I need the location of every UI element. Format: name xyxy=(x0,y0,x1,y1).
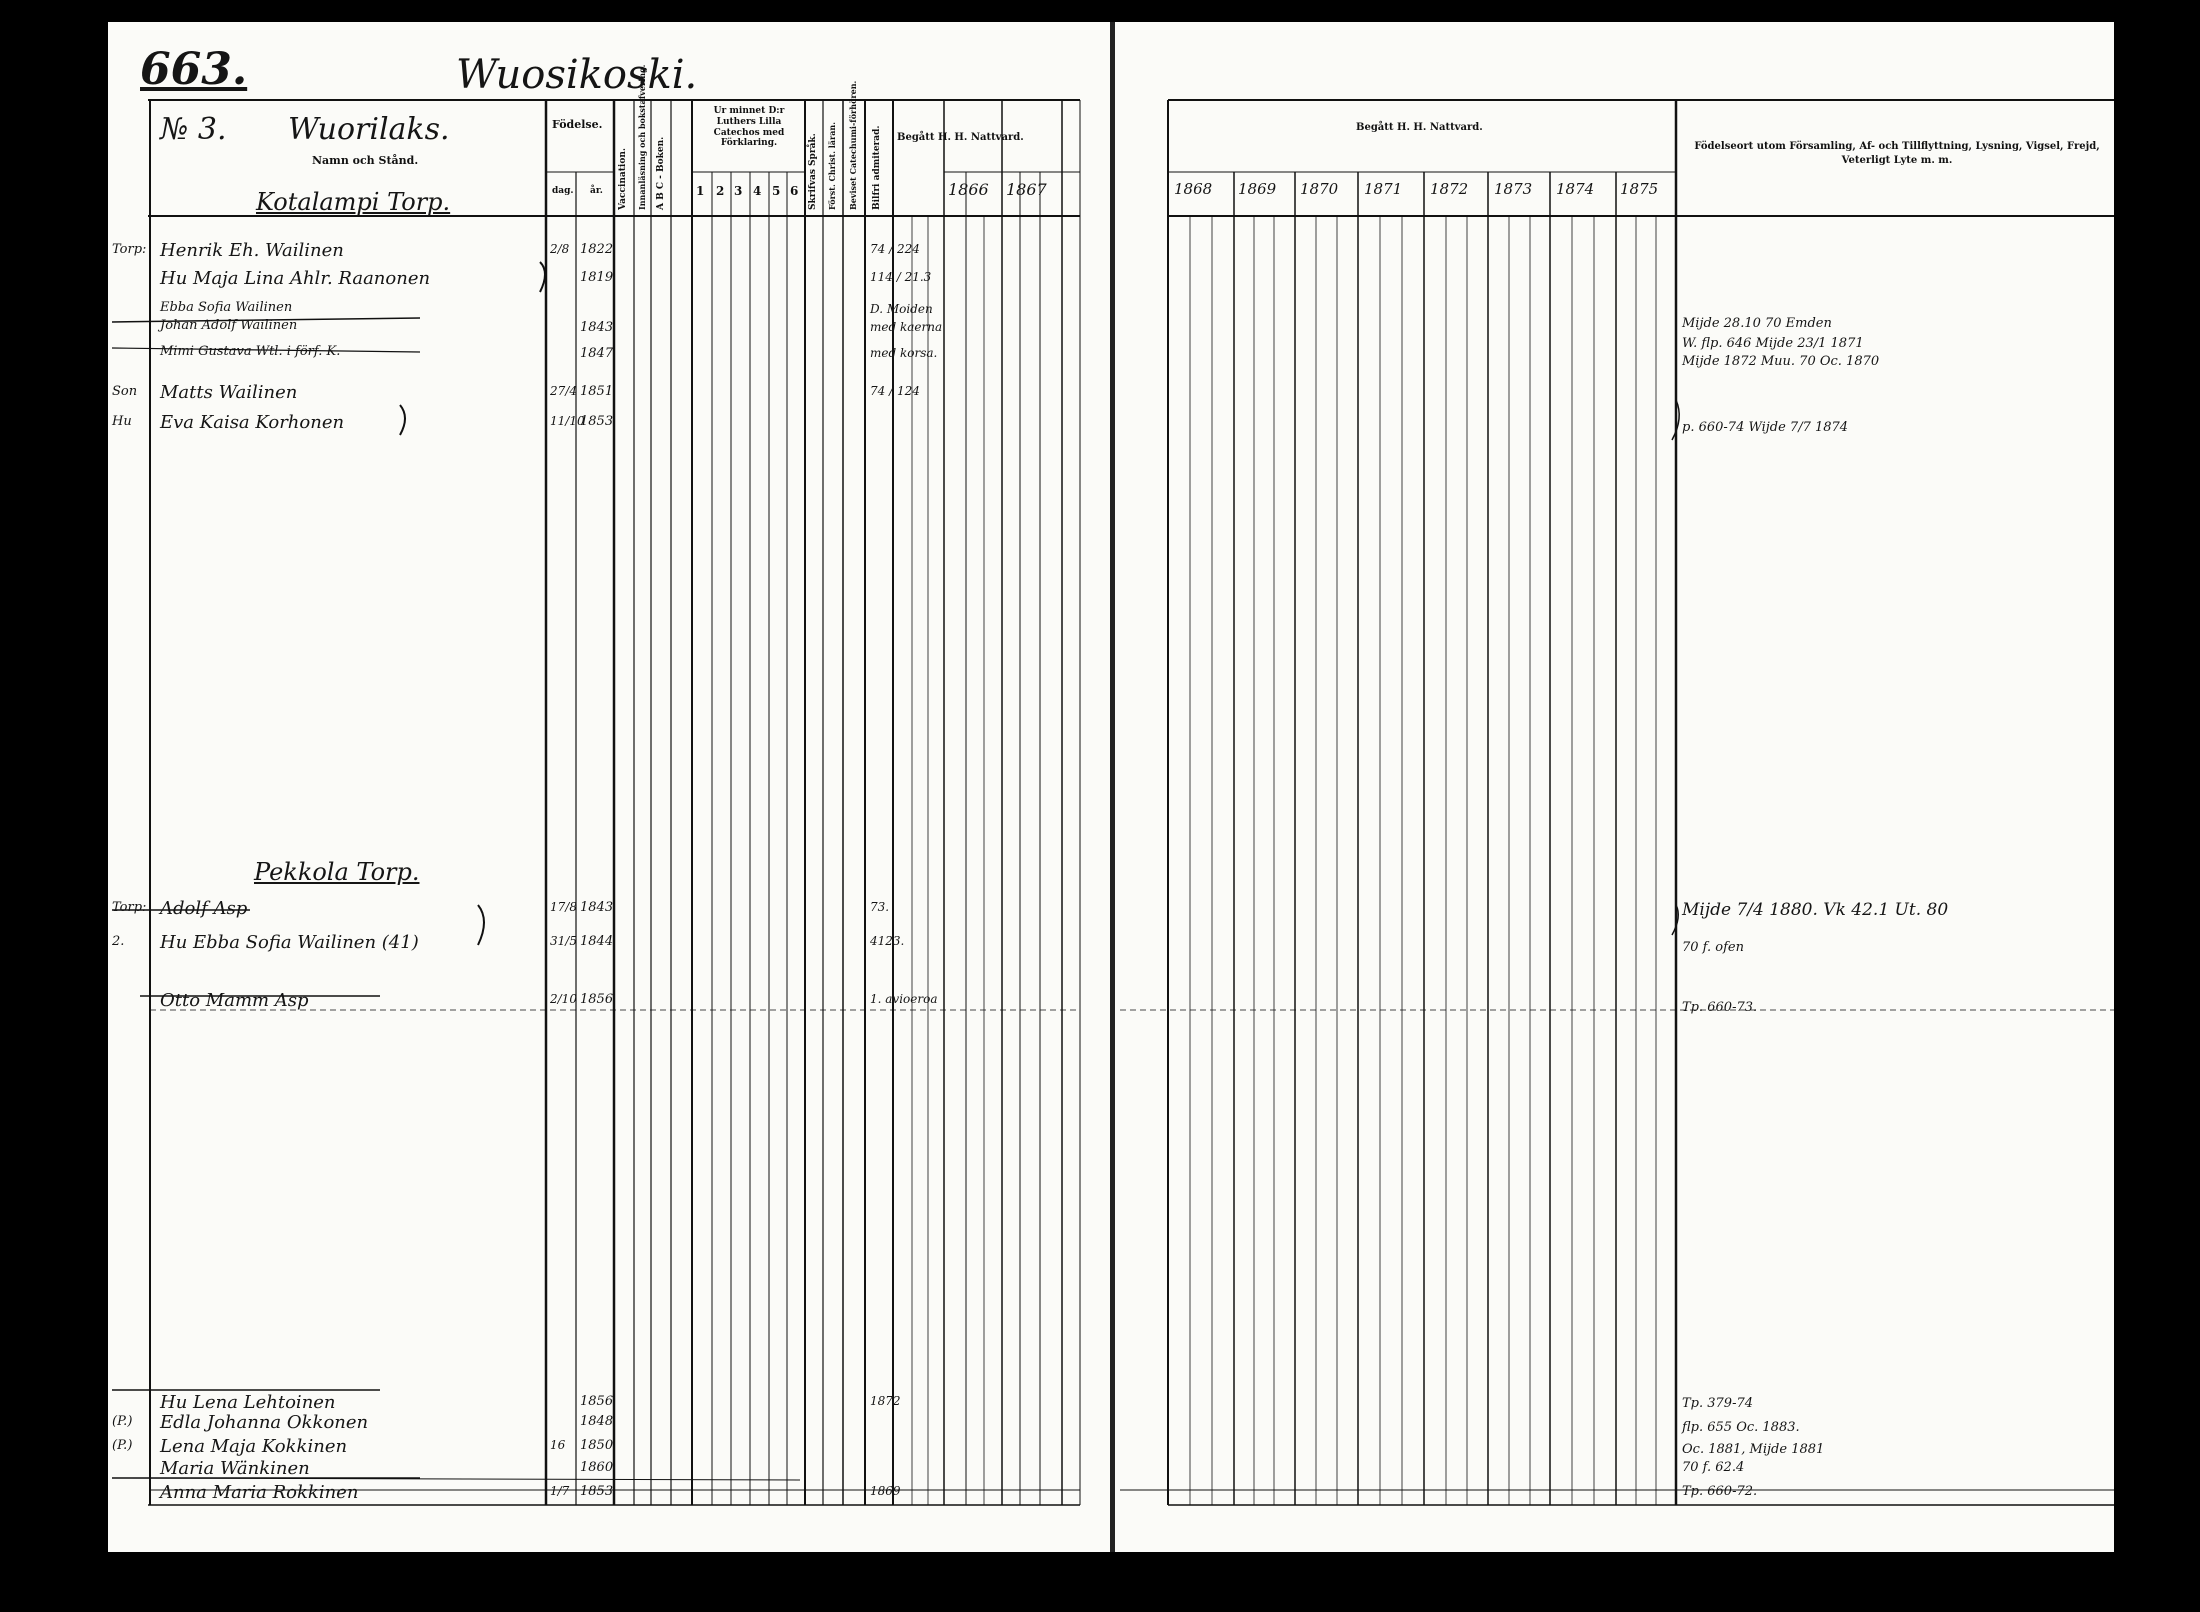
entry-birth-day: 16 xyxy=(550,1438,566,1452)
innanlasning-label: Innanläsning och bokstafvering. xyxy=(637,64,647,210)
year-1869: 1869 xyxy=(1238,180,1277,198)
vaccination-label: Vaccination. xyxy=(618,148,628,210)
entry-birth-day: 11/10 xyxy=(550,414,585,428)
entry-birth-day: 2/10 xyxy=(550,992,577,1006)
entry-role: (P.) xyxy=(112,1414,133,1429)
catechism-part-3: 3 xyxy=(734,184,743,198)
entry-notes: 1869 xyxy=(870,1484,901,1498)
entry-birth-day: 17/8 xyxy=(550,900,577,914)
entry-birth-year: 1819 xyxy=(580,270,614,285)
fodelse-label: Födelse. xyxy=(552,118,603,131)
year-1873: 1873 xyxy=(1494,180,1533,198)
entry-notes: 4123. xyxy=(870,934,905,948)
year-1870: 1870 xyxy=(1300,180,1339,198)
entry-birth-year: 1848 xyxy=(580,1414,614,1429)
entry-birth-year: 1843 xyxy=(580,900,614,915)
remark-line: Mijde 1872 Muu. 70 Oc. 1870 xyxy=(1682,354,1880,369)
entry-birth-year: 1853 xyxy=(580,1484,614,1499)
right-communion-label: Begått H. H. Nattvard. xyxy=(1356,122,1483,133)
entry-name: Hu Lena Lehtoinen xyxy=(160,1392,336,1413)
entry-role: Torp: xyxy=(112,242,147,257)
page-number: 663. xyxy=(140,44,248,95)
catechism-part-1: 1 xyxy=(696,184,705,198)
year-1872: 1872 xyxy=(1430,180,1469,198)
remark-line: 70 f. ofen xyxy=(1682,940,1744,955)
entry-birth-year: 1851 xyxy=(580,384,614,399)
entry-name: Hu Ebba Sofia Wailinen (41) xyxy=(160,932,419,953)
entry-birth-year: 1853 xyxy=(580,414,614,429)
remark-line: Mijde 7/4 1880. Vk 42.1 Ut. 80 xyxy=(1682,900,1949,920)
section-title-pekkola: Pekkola Torp. xyxy=(254,858,420,886)
entry-birth-year: 1856 xyxy=(580,992,614,1007)
forst-christ-label: Först. Christ. läran. xyxy=(827,122,837,210)
homestead-name: Wuorilaks. xyxy=(288,112,450,147)
name-column-label: Namn och Stånd. xyxy=(312,154,419,167)
year-1874: 1874 xyxy=(1556,180,1595,198)
remark-line: W. flp. 646 Mijde 23/1 1871 xyxy=(1682,336,1864,351)
remark-line: Tp. 379-74 xyxy=(1682,1396,1754,1411)
catechism-part-6: 6 xyxy=(790,184,799,198)
entry-birth-day: 31/5 xyxy=(550,934,577,948)
entry-role: 2. xyxy=(112,934,125,949)
entry-name: Mimi Gustava Wtl. i förf. K. xyxy=(160,344,341,359)
section-title-kotalampi: Kotalampi Torp. xyxy=(256,188,451,216)
remark-line: p. 660-74 Wijde 7/7 1874 xyxy=(1682,420,1849,435)
entry-name: Otto Mamm Asp xyxy=(160,990,309,1011)
entry-role: Torp: xyxy=(112,900,147,915)
entry-notes: 1. avioeroa xyxy=(870,992,938,1006)
entry-name: Eva Kaisa Korhonen xyxy=(160,412,345,433)
beviset-label: Beviset Catechumi-förhören. xyxy=(848,80,858,210)
remark-line: Oc. 1881, Mijde 1881 xyxy=(1682,1442,1825,1457)
entry-birth-year: 1860 xyxy=(580,1460,614,1475)
homestead-number: № 3. xyxy=(160,112,227,147)
ar-label: år. xyxy=(590,186,603,196)
entry-notes: 74 / 124 xyxy=(870,384,920,398)
catechism-part-5: 5 xyxy=(772,184,781,198)
entry-notes: 1872 xyxy=(870,1394,901,1408)
entry-name: Johan Adolf Wailinen xyxy=(160,318,298,333)
village-name: Wuosikoski. xyxy=(456,52,698,98)
entry-role: Hu xyxy=(112,414,132,429)
entry-birth-year: 1847 xyxy=(580,346,614,361)
remark-line: 70 f. 62.4 xyxy=(1682,1460,1745,1475)
entry-notes: 114 / 21.3 xyxy=(870,270,932,284)
entry-name: Matts Wailinen xyxy=(160,382,298,403)
remark-line: Tp. 660-72. xyxy=(1682,1484,1758,1499)
entry-notes: 73. xyxy=(870,900,890,914)
entry-name: Maria Wänkinen xyxy=(160,1458,310,1479)
abc-label: A B C - Boken. xyxy=(656,136,666,210)
entry-birth-day: 1/7 xyxy=(550,1484,570,1498)
year-1867: 1867 xyxy=(1006,180,1047,199)
left-communion-label: Begått H. H. Nattvard. xyxy=(897,132,1024,143)
entry-notes: med korsa. xyxy=(870,346,938,360)
year-1866: 1866 xyxy=(948,180,989,199)
catechism-part-4: 4 xyxy=(753,184,762,198)
entry-birth-day: 27/4 xyxy=(550,384,577,398)
entry-birth-year: 1844 xyxy=(580,934,614,949)
bilfri-label: Bilfri admiterad. xyxy=(872,125,882,210)
year-1875: 1875 xyxy=(1620,180,1659,198)
remark-line: flp. 655 Oc. 1883. xyxy=(1682,1420,1800,1435)
entry-name: Lena Maja Kokkinen xyxy=(160,1436,348,1457)
remarks-label: Födelseort utom Församling, Af- och Tillflyttning, Lysning, Vigsel, Frejd, Veterligt Lyte m. m. xyxy=(1694,141,2100,166)
year-1871: 1871 xyxy=(1364,180,1403,198)
entry-name: Ebba Sofia Wailinen xyxy=(160,300,293,315)
entry-notes: D. Moiden xyxy=(870,302,933,316)
catechism-part-2: 2 xyxy=(716,184,725,198)
entry-name: Adolf Asp xyxy=(160,898,248,919)
entry-birth-year: 1850 xyxy=(580,1438,614,1453)
entry-birth-day: 2/8 xyxy=(550,242,570,256)
entry-notes: med kaerna xyxy=(870,320,943,334)
entry-notes: 74 / 224 xyxy=(870,242,920,256)
entry-name: Hu Maja Lina Ahlr. Raanonen xyxy=(160,268,431,289)
entry-role: Son xyxy=(112,384,138,399)
skrifvas-label: Skrifvas Språk. xyxy=(808,133,818,210)
remark-line: Tp. 660-73. xyxy=(1682,1000,1758,1015)
entry-birth-year: 1843 xyxy=(580,320,614,335)
dag-label: dag. xyxy=(552,186,574,196)
entry-name: Henrik Eh. Wailinen xyxy=(160,240,344,261)
entry-name: Anna Maria Rokkinen xyxy=(160,1482,359,1503)
entry-birth-year: 1856 xyxy=(580,1394,614,1409)
entry-name: Edla Johanna Okkonen xyxy=(160,1412,369,1433)
entry-birth-year: 1822 xyxy=(580,242,614,257)
year-1868: 1868 xyxy=(1174,180,1213,198)
remark-line: Mijde 28.10 70 Emden xyxy=(1682,316,1832,331)
catechism-label: Ur minnet D:r Luthers Lilla Catechos med Förklaring. xyxy=(713,106,785,149)
entry-role: (P.) xyxy=(112,1438,133,1453)
